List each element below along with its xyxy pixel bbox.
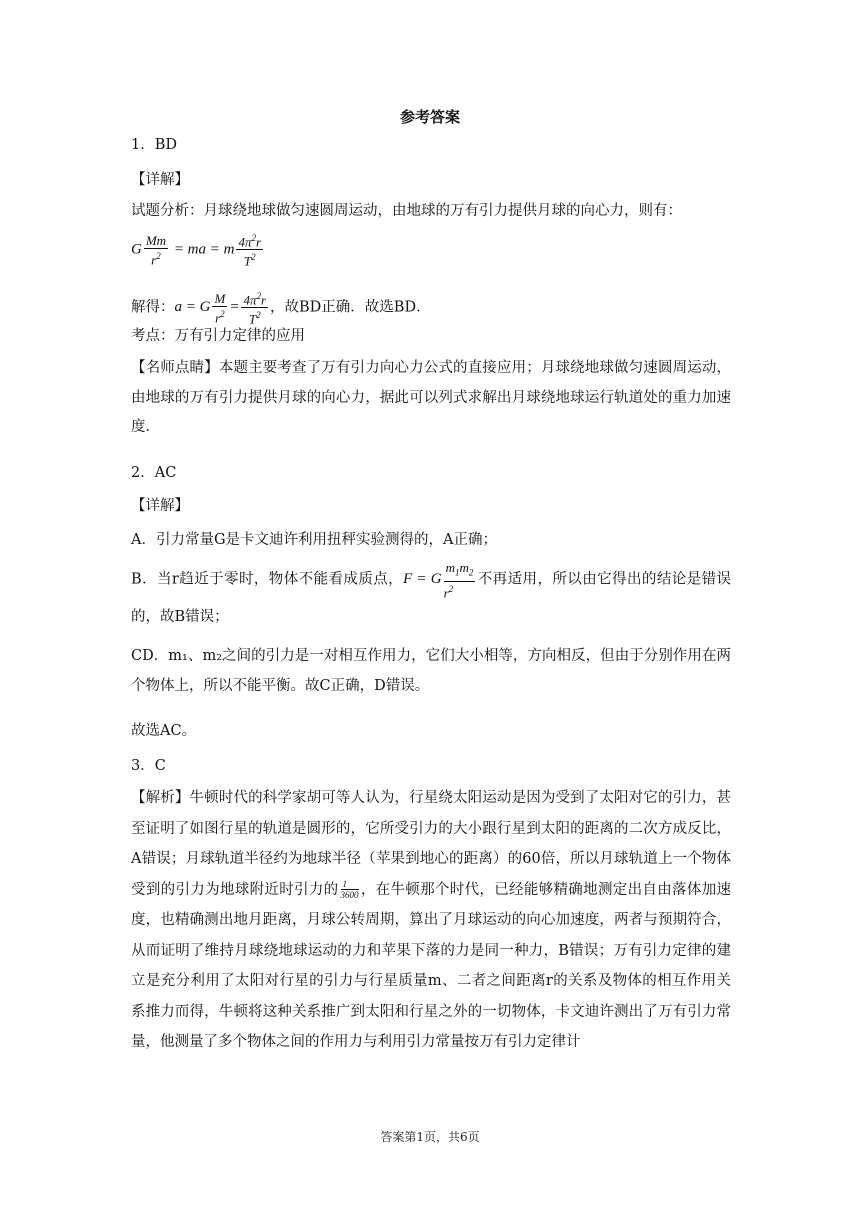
q1-solve-prefix: 解得： xyxy=(131,299,175,316)
q1-solve-suffix: ，故BD正确．故选BD． xyxy=(270,299,431,316)
q2-option-b xyxy=(131,560,731,634)
q1-number: 1．BD xyxy=(131,137,178,153)
q3-number: 3．C xyxy=(131,758,166,774)
q3-frac-den: 3600 xyxy=(340,890,359,900)
q2-option-cd: CD．m₁、m₂之间的引力是一对相互作用力，它们大小相等，方向相反，但由于分别作用在两个物体上，所以不能平衡。故C正确，D错误。 xyxy=(131,648,731,694)
q2-option-a: A．引力常量G是卡文迪许利用扭秤实验测得的，A正确； xyxy=(131,532,498,548)
q2-b-suffix: 不再适用，所以由它得出的结论是错误的，故B错误； xyxy=(131,571,732,625)
q1-kaodian: 考点：万有引力定律的应用 xyxy=(131,328,305,344)
q2-b-prefix: B．当r趋近于零时，物体不能看成质点， xyxy=(131,571,404,588)
q2-detail-tag: 【详解】 xyxy=(131,498,189,514)
q1-equation: G $\frac{Mm}{r^2}$ = ma = m $\frac{4\pi^2r}{T^2}$ xyxy=(131,232,262,269)
q1-analysis: 试题分析：月球绕地球做匀速圆周运动，由地球的万有引力提供月球的向心力，则有： xyxy=(131,203,682,219)
q3-text-part2: ，在牛顿那个时代，已经能够精确地测定出自由落体加速度，也精确测出地月距离，月球公转周期，算出了月球运动的向心加速度，两者与预期符合，从而证明了维持月球绕地球运动的力和苹果下落的力是同一种力，B错误；万有引力定律的建立是充分利用了太阳对行星的引力与行星质量m、二者之间距离r的关系及物体的相互作用关系推力而得，牛顿将这种关系推广到太阳和行星之外的一切物体，卡文迪许测出了万有引力常量，他测量了多个物体之间的作用力与利用引力常量按万有引力定律计 xyxy=(131,881,732,1050)
page-footer: 答案第1页，共6页 xyxy=(380,1130,480,1144)
q1-detail-tag: 【详解】 xyxy=(131,172,189,188)
q3-fraction xyxy=(341,879,359,900)
q1-solution xyxy=(131,289,431,329)
q2-conclusion: 故选AC。 xyxy=(131,723,197,739)
q1-solve-formula: a = G $\frac{M}{r^2}$ = $\frac{4\pi^2r}{T^2}$ xyxy=(174,290,267,327)
q1-teacher-note: 【名师点睛】本题主要考查了万有引力向心力公式的直接应用；月球绕地球做匀速圆周运动，由地球的万有引力提供月球的向心力，据此可以列式求解出月球绕地球运行轨道处的重力加速度． xyxy=(131,360,731,435)
q2-number: 2．AC xyxy=(131,465,177,481)
q3-text-part1: 【解析】牛顿时代的科学家胡可等人认为，行星绕太阳运动是因为受到了太阳对它的引力，甚至证明了如图行星的轨道是圆形的，它所受引力的大小跟行星到太阳的距离的二次方成反比，A错误；月球轨道半径约为地球半径（苹果到地心的距离）的60倍，所以月球轨道上一个物体受到的引力为地球附近时引力的 xyxy=(131,790,731,898)
q3-frac-num: 1 xyxy=(341,879,359,890)
q2-b-formula: F = G $\frac{m_1m_2}{r^2}$ xyxy=(403,560,474,600)
q3-analysis xyxy=(131,783,731,1058)
page-title: 参考答案 xyxy=(399,108,460,126)
